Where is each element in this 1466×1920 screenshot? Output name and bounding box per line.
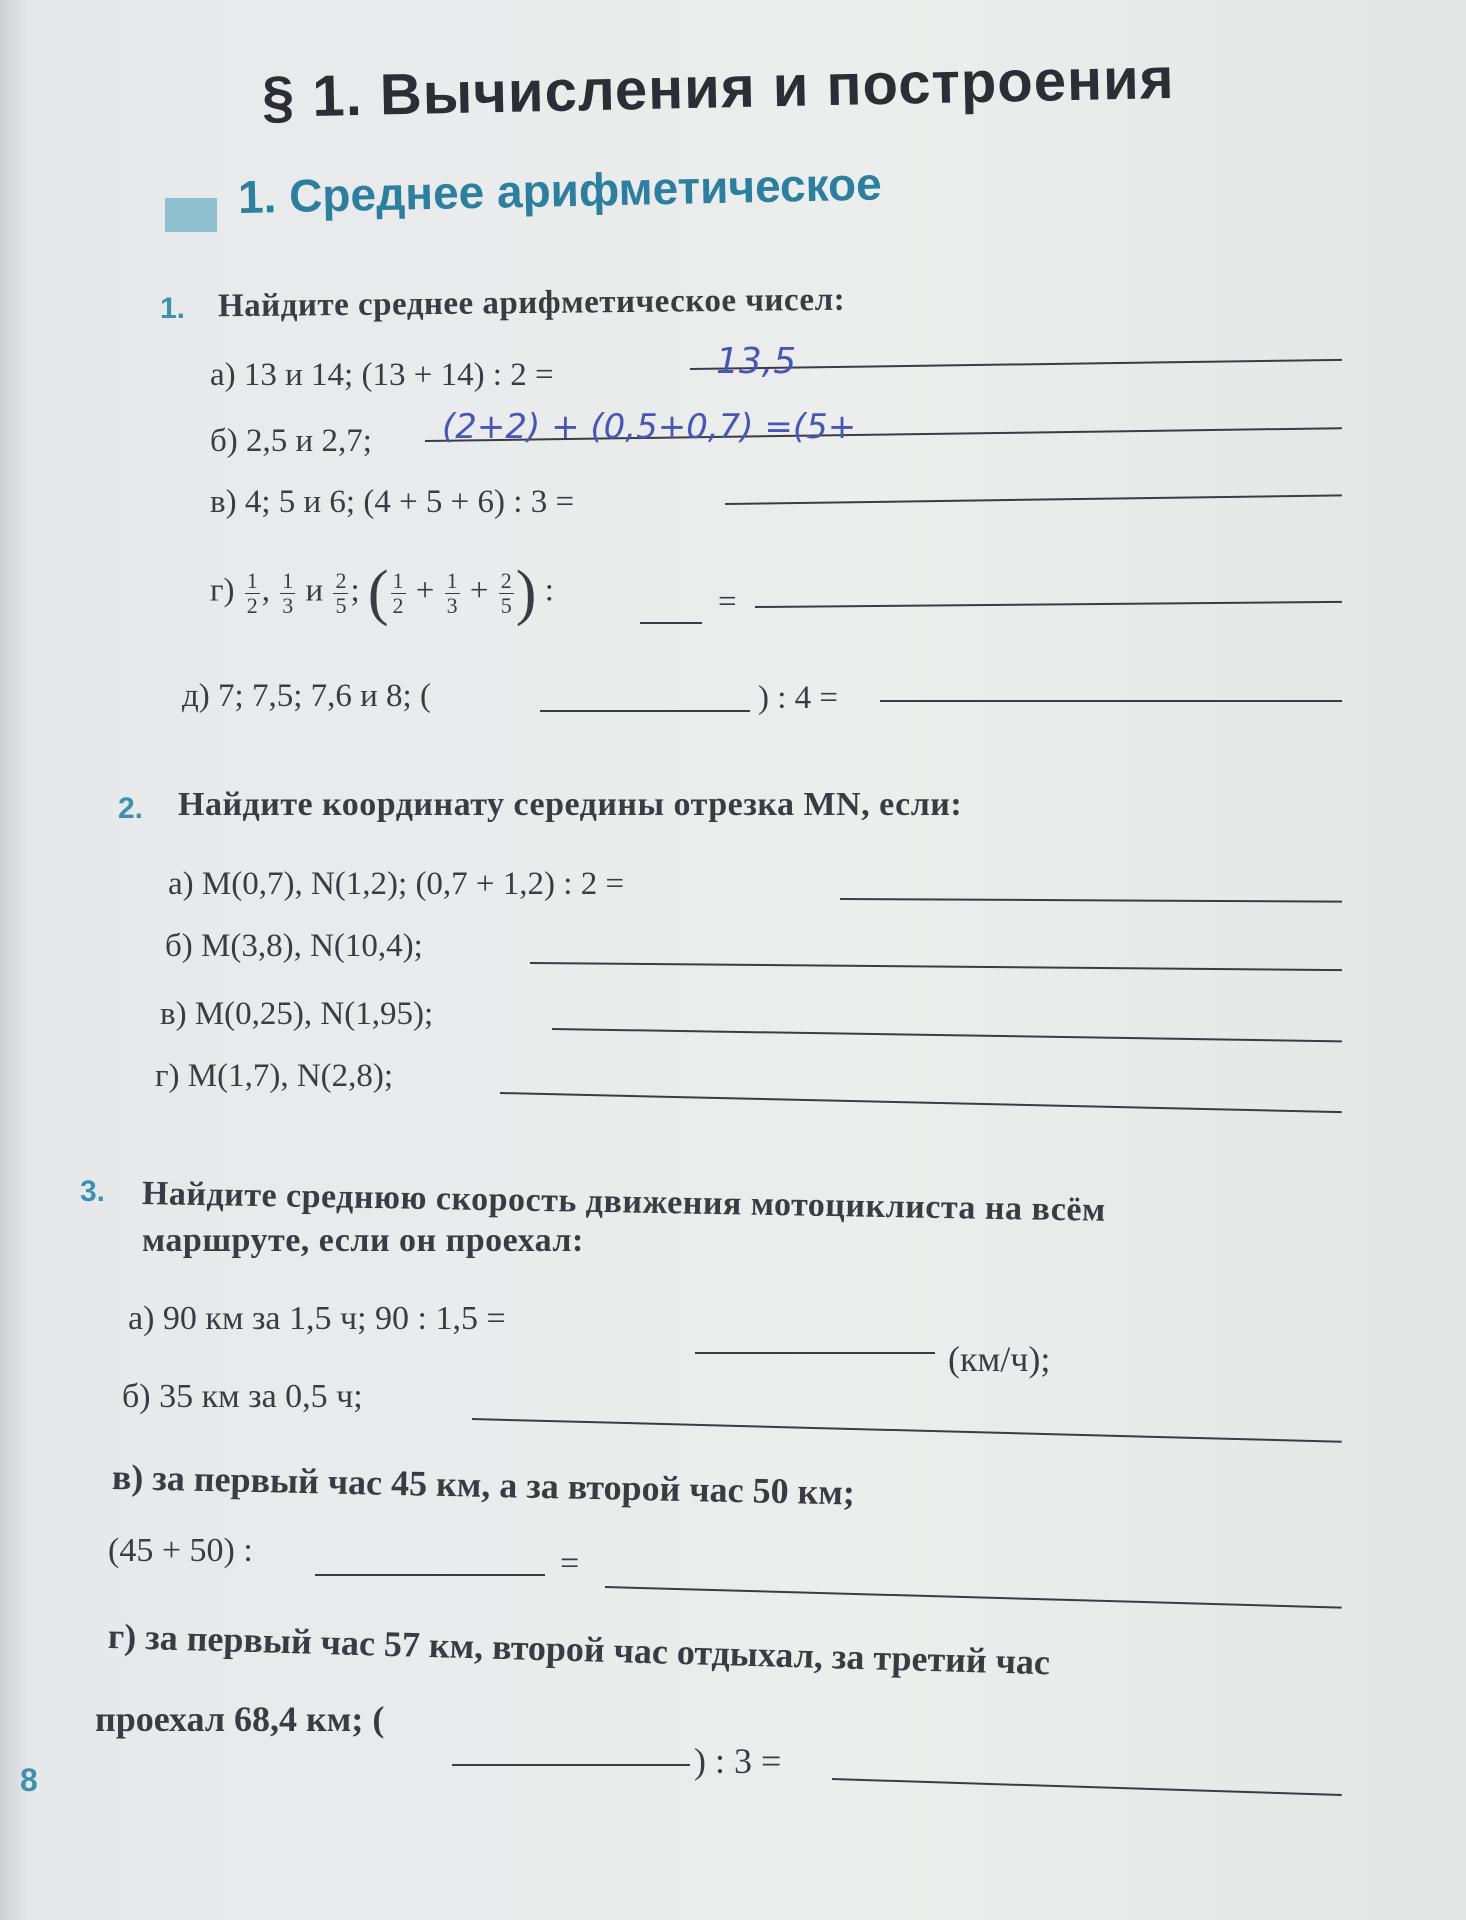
task-1g-answer-line[interactable] — [755, 601, 1342, 608]
task-1d-tail: ) : 4 = — [758, 680, 839, 716]
task-2v-answer-line[interactable] — [552, 1028, 1342, 1042]
task-2b-expression: M(3,8), N(10,4); — [201, 928, 423, 964]
task-3v-equals: = — [560, 1545, 580, 1582]
task-1d — [182, 678, 431, 715]
task-1g: г) $\frac{1}{2}$ , $\frac{1}{3}$ и $\frac{2}{5}$ ; ( $\frac{1}{2}$ + $\frac{1}{3}$ + $\frac{2}{5}$ ) : — [210, 559, 554, 627]
task-3a-label: а) — [128, 1300, 155, 1337]
task-3g-tail: ) : 3 = — [694, 1741, 782, 1781]
task-2v-expression: M(0,25), N(1,95); — [194, 996, 434, 1032]
task-2-text: Найдите координату середины отрезка MN, если: — [178, 786, 963, 823]
task-3g-text: за первый час 57 км, второй час отдыхал, за третий час — [144, 1617, 1051, 1683]
svg-text:13,5: 13,5 — [716, 341, 797, 382]
task-2-number: 2. — [118, 792, 144, 825]
section-title: 1. Среднее арифметическое — [237, 157, 883, 223]
task-1d-expression: 7; 7,5; 7,6 и 8; ( — [218, 678, 431, 714]
svg-text:(2+2) + (0,5+0,7) =(5+: (2+2) + (0,5+0,7) =(5+ — [442, 407, 857, 447]
task-3b-answer-line[interactable] — [472, 1418, 1342, 1443]
task-1a-expression: 13 и 14; (13 + 14) : 2 = — [243, 357, 554, 393]
fraction-1-3: $\frac{1}{3}$ — [282, 567, 294, 618]
task-3a — [128, 1300, 506, 1338]
task-1b-expression: 2,5 и 2,7; — [246, 423, 372, 459]
task-1a-label: а) — [210, 357, 236, 393]
task-1d-sum-blank[interactable] — [540, 710, 750, 712]
task-1-number: 1. — [160, 292, 186, 325]
task-2g — [155, 1058, 393, 1095]
task-1v-answer-line[interactable] — [725, 494, 1342, 505]
task-3-number: 3. — [80, 1175, 106, 1208]
task-3v-answer-line[interactable] — [605, 1586, 1342, 1609]
task-2b-label: б) — [165, 928, 193, 964]
section-marker — [165, 198, 217, 232]
task-1v — [210, 484, 574, 521]
task-2v — [160, 996, 433, 1033]
task-1b-label: б) — [210, 423, 238, 459]
task-3-text-line2: маршруте, если он проехал: — [142, 1222, 584, 1259]
task-3a-expression: 90 км за 1,5 ч; 90 : 1,5 = — [162, 1300, 506, 1337]
task-2g-expression: M(1,7), N(2,8); — [187, 1058, 394, 1094]
task-1g-label: г) — [210, 572, 235, 609]
task-2g-label: г) — [155, 1058, 180, 1094]
task-1g-divisor-blank[interactable] — [640, 622, 702, 624]
task-1g-equals: = — [718, 584, 737, 620]
task-3v-label: в) — [111, 1457, 144, 1498]
task-3b — [122, 1378, 363, 1416]
task-1v-label: в) — [210, 484, 237, 520]
task-3b-expression: 35 км за 0,5 ч; — [159, 1378, 363, 1415]
task-2a-answer-line[interactable] — [840, 898, 1342, 903]
task-2a-expression: M(0,7), N(1,2); (0,7 + 1,2) : 2 = — [201, 866, 625, 902]
task-2v-label: в) — [160, 996, 187, 1032]
task-1a — [210, 357, 554, 394]
task-3g-line2: проехал 68,4 км; ( — [95, 1699, 385, 1739]
task-3a-unit: (км/ч); — [948, 1339, 1051, 1379]
chapter-title: § 1. Вычисления и построения — [261, 45, 1176, 130]
task-1a-handwritten-answer — [712, 335, 852, 385]
task-1v-expression: 4; 5 и 6; (4 + 5 + 6) : 3 = — [244, 484, 575, 520]
fraction-2-5: $\frac{2}{5}$ — [335, 567, 347, 618]
task-3g-label: г) — [107, 1616, 137, 1657]
task-3v-expression: за первый час 45 км, а за второй час 50 км; — [152, 1457, 856, 1513]
task-3g-line1 — [107, 1615, 1050, 1683]
task-3-text-line1: Найдите среднюю скорость движения мотоциклиста на всём — [141, 1175, 1106, 1229]
task-2b-answer-line[interactable] — [530, 962, 1342, 971]
task-1d-label: д) — [182, 678, 210, 714]
task-3b-label: б) — [122, 1378, 151, 1415]
task-3v-divisor-blank[interactable] — [315, 1574, 545, 1576]
task-3v — [112, 1456, 856, 1514]
page-number: 8 — [20, 1762, 38, 1798]
fraction-1-2: $\frac{1}{2}$ — [246, 567, 258, 618]
task-1d-answer-line[interactable] — [880, 700, 1342, 702]
task-3v-formula: (45 + 50) : — [108, 1532, 253, 1569]
task-1-text: Найдите среднее арифметическое чисел: — [217, 281, 846, 325]
task-1b-handwritten-answer — [440, 398, 960, 450]
task-3a-answer-line[interactable] — [695, 1352, 935, 1354]
task-2a — [168, 866, 624, 903]
task-2a-label: а) — [168, 866, 194, 902]
task-3g-sum-blank[interactable] — [452, 1764, 690, 1766]
task-3g-answer-line[interactable] — [832, 1778, 1342, 1796]
task-1b — [210, 423, 372, 460]
task-2g-answer-line[interactable] — [500, 1092, 1342, 1113]
task-2b — [165, 928, 423, 965]
